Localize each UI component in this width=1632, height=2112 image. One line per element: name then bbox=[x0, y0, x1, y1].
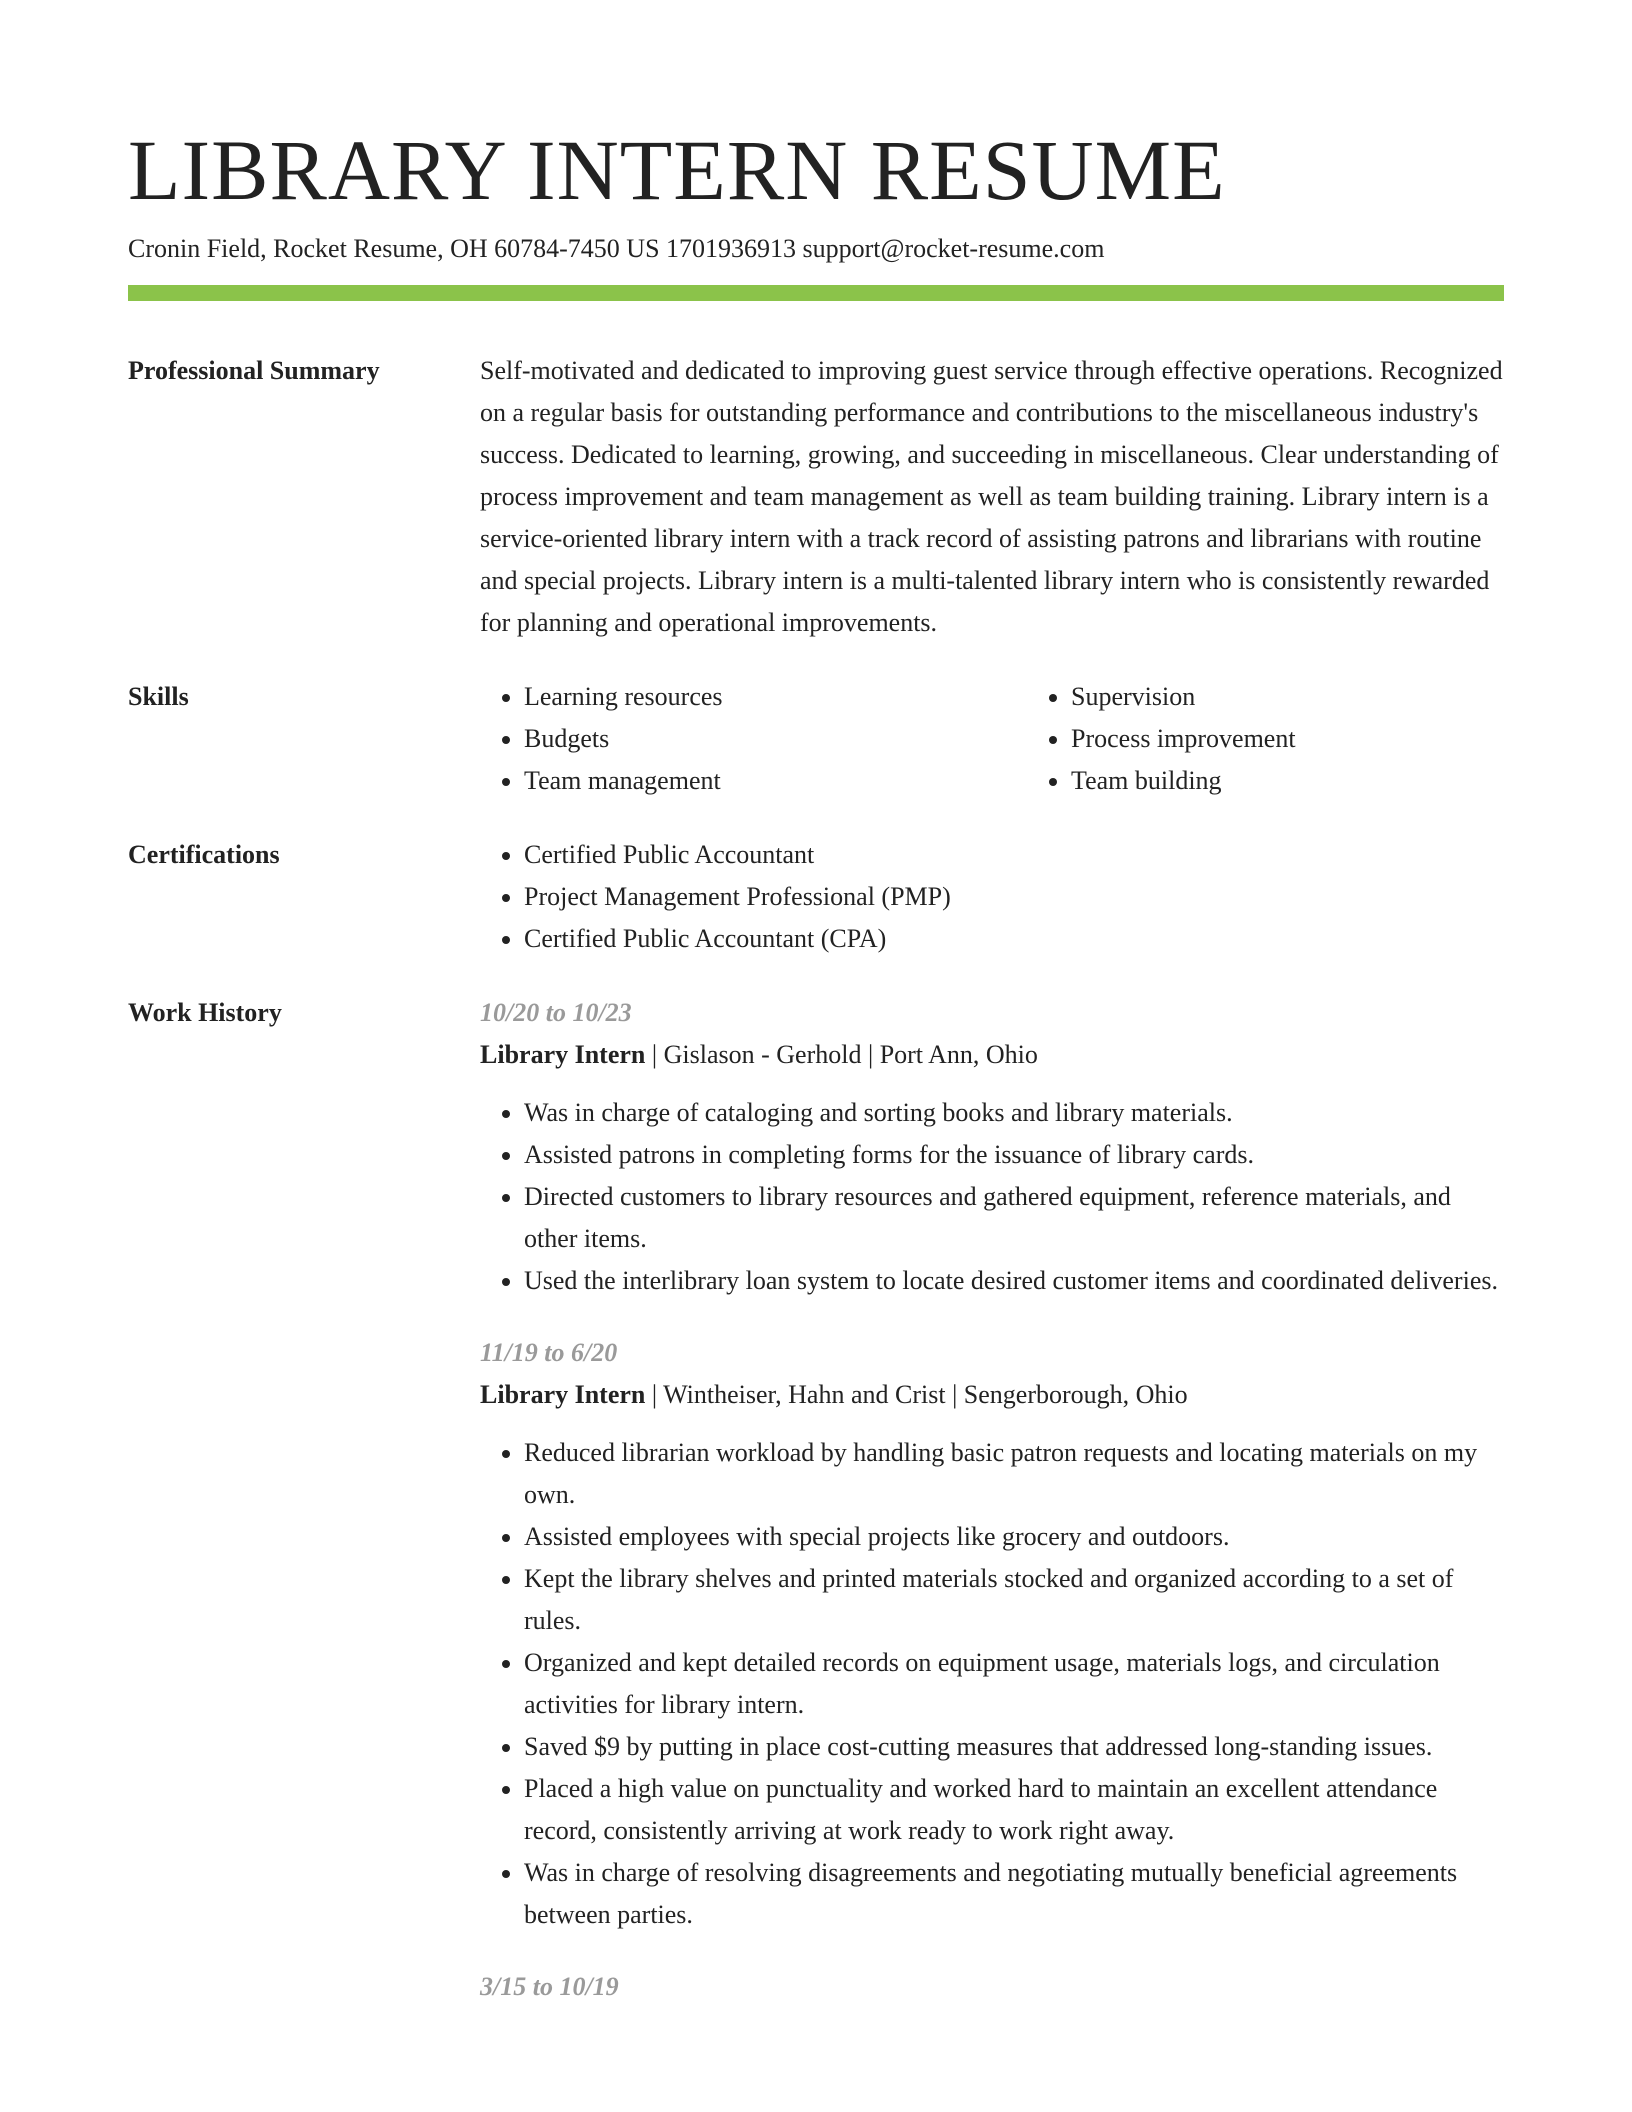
skills-column-1 bbox=[480, 676, 1027, 802]
certification-item: • Certified Public Accountant bbox=[524, 834, 1504, 876]
job-company: Gislason - Gerhold bbox=[663, 1040, 862, 1069]
job-title: Library Intern bbox=[480, 1040, 646, 1069]
job-heading bbox=[480, 1034, 1504, 1076]
professional-summary-section bbox=[128, 350, 1504, 644]
job-duty: • Was in charge of resolving disagreements and negotiating mutually beneficial agreements between parties. bbox=[524, 1852, 1504, 1936]
job-dates: 3/15 to 10/19 bbox=[480, 1972, 619, 2001]
job-duty: • Reduced librarian workload by handling basic patron requests and locating materials on my own. bbox=[524, 1432, 1504, 1516]
certifications-list bbox=[480, 834, 1504, 960]
certification-item: • Project Management Professional (PMP) bbox=[524, 876, 1504, 918]
job-heading bbox=[480, 1374, 1504, 1416]
certifications-section bbox=[128, 834, 1504, 960]
job-entry bbox=[480, 992, 1504, 1302]
job-duty: • Directed customers to library resources and gathered equipment, reference materials, and other items. bbox=[524, 1176, 1504, 1260]
job-title: Library Intern bbox=[480, 1380, 646, 1409]
job-separator: | bbox=[645, 1040, 664, 1069]
job-duty: • Was in charge of cataloging and sorting books and library materials. bbox=[524, 1092, 1504, 1134]
skill-item: • Learning resources bbox=[524, 676, 1027, 718]
job-duty: • Saved $9 by putting in place cost-cutting measures that addressed long-standing issues. bbox=[524, 1726, 1504, 1768]
job-location: Sengerborough, Ohio bbox=[963, 1380, 1188, 1409]
job-duty: • Used the interlibrary loan system to locate desired customer items and coordinated deliveries. bbox=[524, 1260, 1504, 1302]
job-separator: | bbox=[861, 1040, 880, 1069]
header-divider bbox=[128, 285, 1504, 301]
section-label-summary: Professional Summary bbox=[128, 356, 380, 385]
summary-text: Self-motivated and dedicated to improving guest service through effective operations. Recognized on a regular basis for outstanding performance and contributions to the miscellaneous industry's success. Dedicated to learning, growing, and succeeding in miscellaneous. Clear understanding of process improvement and team management as well as team building training. Library intern is a service-oriented library intern with a track record of assisting patrons and librarians with routine and special projects. Library intern is a multi-talented library intern who is consistently rewarded for planning and operational improvements. bbox=[480, 356, 1503, 637]
job-separator: | bbox=[645, 1380, 664, 1409]
job-duty: • Kept the library shelves and printed materials stocked and organized according to a set of rules. bbox=[524, 1558, 1504, 1642]
job-duty: • Organized and kept detailed records on equipment usage, materials logs, and circulation activities for library intern. bbox=[524, 1642, 1504, 1726]
job-duties-list bbox=[480, 1432, 1504, 1936]
job-location: Port Ann, Ohio bbox=[879, 1040, 1038, 1069]
resume-content bbox=[128, 350, 1504, 2070]
skill-item: • Supervision bbox=[1071, 676, 1574, 718]
job-duty: • Assisted employees with special projects like grocery and outdoors. bbox=[524, 1516, 1504, 1558]
job-duty: • Assisted patrons in completing forms for the issuance of library cards. bbox=[524, 1134, 1504, 1176]
job-entry bbox=[480, 1966, 1504, 2008]
contact-info: Cronin Field, Rocket Resume, OH 60784-7450 US 1701936913 support@rocket-resume.com bbox=[128, 234, 1105, 263]
section-label-skills: Skills bbox=[128, 682, 189, 711]
job-dates: 10/20 to 10/23 bbox=[480, 998, 632, 1027]
resume-title: LIBRARY INTERN RESUME bbox=[128, 122, 1226, 218]
skills-section bbox=[128, 676, 1504, 802]
skill-item: • Team management bbox=[524, 760, 1027, 802]
skill-item: • Process improvement bbox=[1071, 718, 1574, 760]
certification-item: • Certified Public Accountant (CPA) bbox=[524, 918, 1504, 960]
job-duty: • Placed a high value on punctuality and worked hard to maintain an excellent attendance record, consistently arriving at work ready to work right away. bbox=[524, 1768, 1504, 1852]
skill-item: • Budgets bbox=[524, 718, 1027, 760]
job-duties-list bbox=[480, 1092, 1504, 1302]
section-label-certifications: Certifications bbox=[128, 840, 280, 869]
job-separator: | bbox=[945, 1380, 964, 1409]
job-entry bbox=[480, 1332, 1504, 1936]
job-dates: 11/19 to 6/20 bbox=[480, 1338, 618, 1367]
section-label-work-history: Work History bbox=[128, 998, 282, 1027]
skill-item: • Team building bbox=[1071, 760, 1574, 802]
job-company: Wintheiser, Hahn and Crist bbox=[663, 1380, 946, 1409]
skills-column-2 bbox=[1027, 676, 1574, 802]
work-history-section bbox=[128, 992, 1504, 2038]
